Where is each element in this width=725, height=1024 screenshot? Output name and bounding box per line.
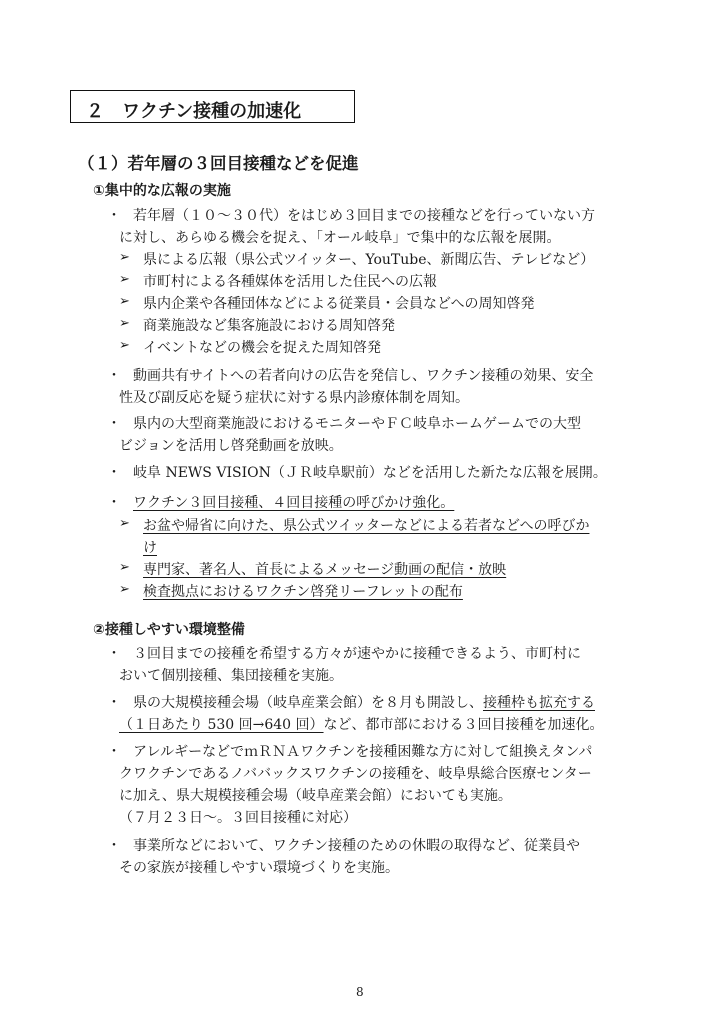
arrow-icon: ➢ — [119, 272, 130, 287]
sec1-p2-line1: 動画共有サイトへの若者向けの広告を発信し、ワクチン接種の効果、安全 — [133, 368, 594, 384]
subsection-title: （１）若年層の３回目接種などを促進 — [78, 154, 359, 173]
section-title: ２ ワクチン接種の加速化 — [86, 101, 302, 122]
sec1-p2-line2: 性及び副反応を疑う症状に対する県内診療体制を周知。 — [119, 390, 469, 406]
sec2-p2-line2-text: など、都市部における３回目接種を加速化。 — [323, 717, 604, 733]
sec1-p4: 岐阜 NEWS VISION（ＪＲ岐阜駅前）などを活用した新たな広報を展開。 — [133, 465, 607, 481]
sec1-p1-line1: 若年層（１０～３０代）をはじめ３回目までの接種などを行っていない方 — [133, 208, 595, 224]
sec2-heading: ②接種しやすい環境整備 — [93, 622, 245, 638]
sec1-item-5: イベントなどの機会を捉えた周知啓発 — [143, 340, 381, 356]
sec2-p2-line1-underlined: 接種枠も拡充する — [483, 695, 595, 711]
sec1-p5-item-1: お盆や帰省に向けた、県公式ツイッターなどによる若者などへの呼びか — [143, 518, 590, 534]
sec2-p3-line2: クワクチンであるノババックスワクチンの接種を、岐阜県総合医療センター — [119, 766, 592, 782]
sec2-p3-line1: アレルギーなどでｍＲＮＡワクチンを接種困難な方に対して組換えタンパ — [133, 744, 593, 760]
arrow-icon: ➢ — [119, 250, 130, 265]
sec2-p2-line2 — [119, 714, 604, 734]
sec2-p1-line1: ３回目までの接種を希望する方々が速やかに接種できるよう、市町村に — [133, 646, 581, 662]
sec1-p1-line2: に対し、あらゆる機会を捉え、「オール岐阜」で集中的な広報を展開。 — [119, 230, 561, 246]
sec1-item-4: 商業施設など集客施設における周知啓発 — [143, 318, 395, 334]
sec1-item-1: 県による広報（県公式ツイッター、YouTube、新聞広告、テレビなど） — [143, 252, 595, 268]
sec1-p3-line1: 県内の大型商業施設におけるモニターやＦＣ岐阜ホームゲームでの大型 — [133, 416, 581, 432]
arrow-icon: ➢ — [119, 516, 130, 531]
sec1-p5-item-2: 専門家、著名人、首長によるメッセージ動画の配信・放映 — [143, 562, 507, 578]
bullet: ・ — [107, 695, 121, 711]
bullet: ・ — [107, 838, 121, 854]
sec1-p3-line2: ビジョンを活用し啓発動画を放映。 — [119, 438, 343, 454]
bullet: ・ — [107, 208, 121, 224]
arrow-icon: ➢ — [119, 316, 130, 331]
sec2-p3-line4: （７月２３日～。３回目接種に対応） — [119, 810, 357, 826]
sec2-p4-line2: その家族が接種しやすい環境づくりを実施。 — [119, 860, 399, 876]
arrow-icon: ➢ — [119, 582, 130, 597]
page-number: 8 — [356, 985, 364, 999]
sec1-p5: ワクチン３回目接種、４回目接種の呼びかけ強化。 — [133, 495, 455, 511]
sec2-p2-line2-underlined: （１日あたり 530 回→640 回） — [119, 717, 324, 733]
bullet: ・ — [107, 744, 121, 760]
sec1-item-2: 市町村による各種媒体を活用した住民への広報 — [143, 274, 437, 290]
sec1-item-3: 県内企業や各種団体などによる従業員・会員などへの周知啓発 — [143, 296, 535, 312]
bullet: ・ — [107, 416, 121, 432]
bullet: ・ — [107, 465, 121, 481]
bullet: ・ — [107, 495, 121, 511]
sec2-p4-line1: 事業所などにおいて、ワクチン接種のための休暇の取得など、従業員や — [133, 838, 581, 854]
arrow-icon: ➢ — [119, 338, 130, 353]
sec1-heading: ①集中的な広報の実施 — [93, 183, 231, 199]
sec1-p5-item-1-cont: け — [143, 540, 157, 556]
sec2-p2-line1 — [133, 692, 595, 712]
arrow-icon: ➢ — [119, 294, 130, 309]
bullet: ・ — [107, 646, 121, 662]
bullet: ・ — [107, 368, 121, 384]
sec2-p2-line1-text: 県の大規模接種会場（岐阜産業会館）を８月も開設し、 — [133, 695, 483, 711]
sec1-p5-item-3: 検査拠点におけるワクチン啓発リーフレットの配布 — [143, 584, 463, 600]
sec2-p1-line2: おいて個別接種、集団接種を実施。 — [119, 668, 343, 684]
sec2-p3-line3: に加え、県大規模接種会場（岐阜産業会館）においても実施。 — [119, 788, 512, 804]
arrow-icon: ➢ — [119, 560, 130, 575]
